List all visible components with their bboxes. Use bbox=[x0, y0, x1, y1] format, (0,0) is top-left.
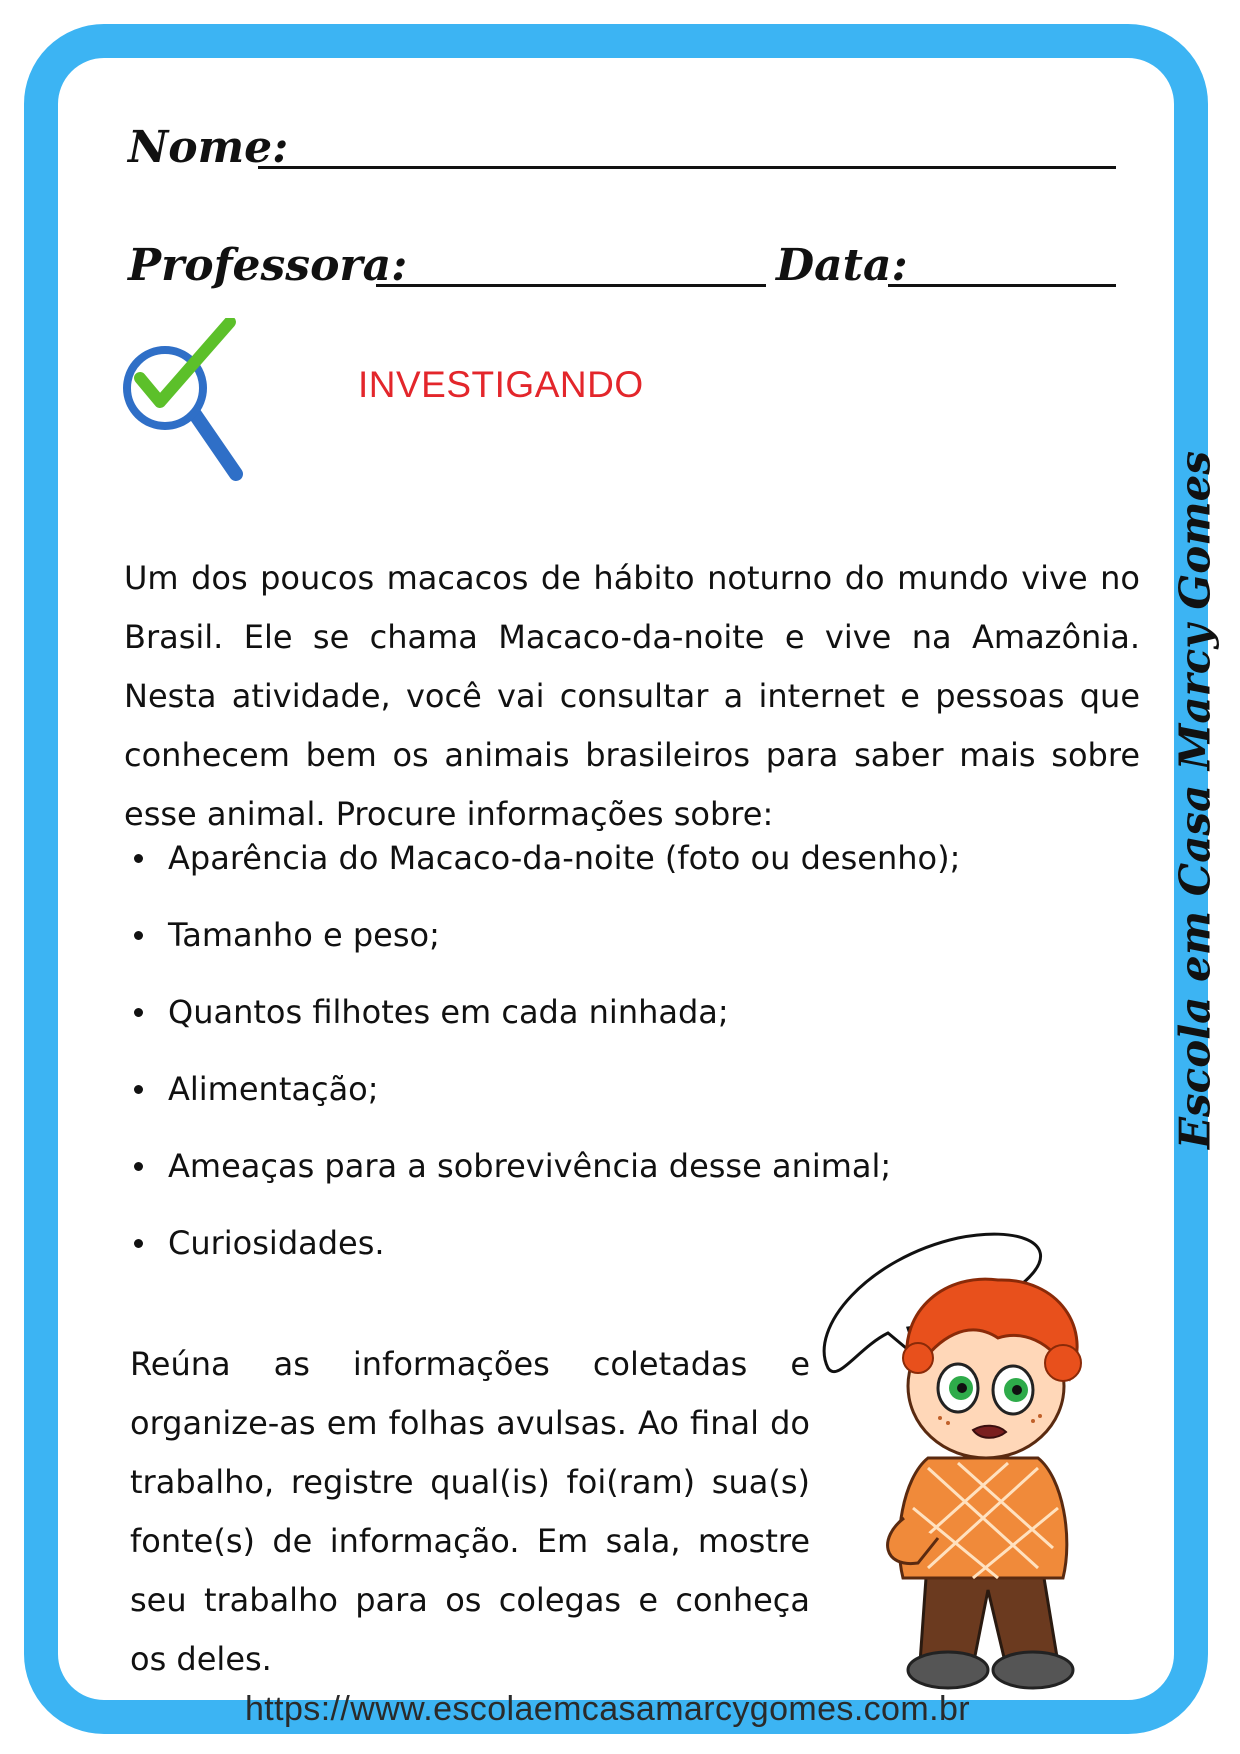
page-title: INVESTIGANDO bbox=[358, 364, 644, 405]
footer-url-link[interactable]: https://www.escolaemcasamarcygomes.com.br bbox=[245, 1690, 970, 1728]
teacher-label: Professora: bbox=[128, 240, 408, 291]
list-item: Alimentação; bbox=[126, 1061, 960, 1138]
list-item: Aparência do Macaco-da-noite (foto ou desenho); bbox=[126, 830, 960, 907]
date-line[interactable] bbox=[888, 284, 1116, 287]
name-line[interactable] bbox=[258, 166, 1116, 169]
magnifier-check-icon bbox=[118, 318, 258, 486]
intro-paragraph: Um dos poucos macacos de hábito noturno do mundo vive no Brasil. Ele se chama Macaco-da-noite e vive na Amazônia. Nesta atividade, você vai consultar a internet e pessoas que conhecem bem os animais brasileiros para saber mais sobre esse animal. Procure informações sobre: bbox=[124, 559, 1140, 833]
instructions-paragraph: Reúna as informações coletadas e organize-as em folhas avulsas. Ao final do trabalho, registre qual(is) foi(ram) sua(s) fonte(s) de informação. Em sala, mostre seu trabalho para os colegas e conheça os deles. bbox=[130, 1345, 810, 1678]
list-item: Curiosidades. bbox=[126, 1215, 960, 1292]
teacher-line[interactable] bbox=[376, 284, 766, 287]
name-label: Nome: bbox=[128, 122, 289, 173]
thinking-boy-illustration bbox=[808, 1218, 1178, 1698]
side-brand-text: Escola em Casa Marcy Gomes bbox=[1170, 450, 1220, 1150]
list-item: Ameaças para a sobrevivência desse animal; bbox=[126, 1138, 960, 1215]
list-item: Quantos filhotes em cada ninhada; bbox=[126, 984, 960, 1061]
list-item: Tamanho e peso; bbox=[126, 907, 960, 984]
date-label: Data: bbox=[776, 240, 908, 291]
